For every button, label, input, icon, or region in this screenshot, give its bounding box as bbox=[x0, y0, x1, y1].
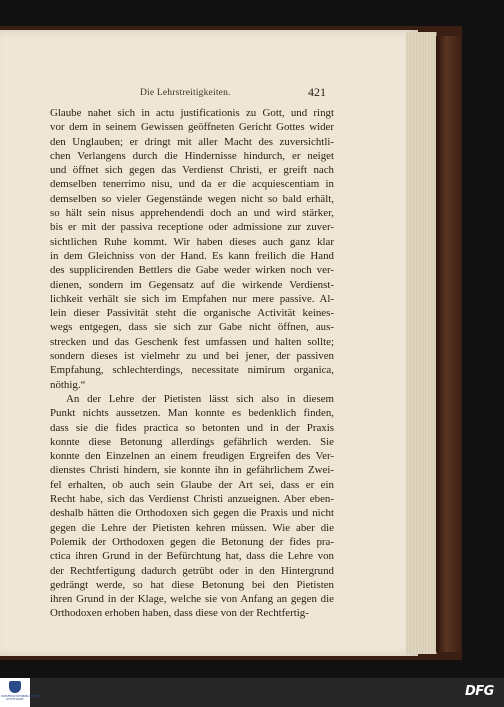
text-line: in dem Gleichniss von der Hand. Es kann freilich die Hand bbox=[50, 249, 334, 262]
text-line: sondern dieses ist vielmehr zu und bei jener, der passiven bbox=[50, 350, 334, 363]
viewer-footer-bar bbox=[0, 678, 504, 707]
text-line: dienen, sondern im Gegensatz auf die wirkende Verdienst- bbox=[50, 278, 334, 291]
text-line: wegs entgegen, dass sie sich zur Gabe nicht öffnen, aus- bbox=[50, 321, 334, 334]
text-line: nöthig.“ bbox=[50, 378, 86, 391]
text-line: strecken und das Geschenk fest umfassen und halten sollte; bbox=[50, 335, 334, 348]
page-edges bbox=[406, 32, 437, 654]
text-line: konnte den Einzelnen an einem freudigen Ergreifen des Ver- bbox=[50, 450, 334, 463]
text-line: Recht habe, sich das Verdienst Christi anzueignen. Aber eben- bbox=[50, 493, 334, 506]
text-line: den Unglauben; er dringt mit aller Macht des zuversichtli- bbox=[50, 135, 334, 148]
text-line: so hält sein nisus apprehendendi doch an und wird stärker, bbox=[50, 207, 334, 220]
text-line: fel erhalten, ob auch sein Glaube der Art sei, dass er ein bbox=[50, 478, 334, 491]
text-line: vor dem in seinem Gewissen geöffneten Gericht Gottes wider bbox=[50, 121, 334, 134]
body-text bbox=[50, 106, 334, 621]
library-logo-text: UNIVERSITÄTSBIBLIOTHEK STUTTGART bbox=[1, 694, 41, 702]
text-line: Polemik der Orthodoxen gegen die Betonung der fides pra- bbox=[50, 535, 334, 548]
text-line: Punkt nichts aussetzen. Man konnte es bedenklich finden, bbox=[50, 407, 334, 420]
text-line: lein dieser Passivität steht die organische Activität keines- bbox=[50, 307, 334, 320]
text-line: und öffnet sich gegen das Verdienst Christi, er greift nach bbox=[50, 164, 334, 177]
text-line: Glaube nahet sich in actu justificationis zu Gott, und ringt bbox=[50, 107, 334, 119]
text-line: An der Lehre der Pietisten lässt sich also in diesem bbox=[66, 392, 334, 405]
text-line: demselben so vieler Gegenstände wegen nicht so bald erhält, bbox=[50, 192, 334, 205]
text-line: gegen die Lehre der Pietisten kehren müssen. Wie aber die bbox=[50, 521, 334, 534]
text-line: gedrängt werde, so hat diese Betonung bei den Pietisten bbox=[50, 578, 334, 591]
library-emblem-icon bbox=[9, 681, 21, 693]
text-line: demselben tenerrimo nisu, und da er die acquiescentiam in bbox=[50, 178, 334, 191]
text-line: Orthodoxen erhoben haben, dass diese von der Rechtfertig- bbox=[50, 607, 309, 620]
text-line: bis er mit der passiva receptione oder admissione zur zuver- bbox=[50, 221, 334, 234]
text-line: dass sie die fides practica so betonten und in der Praxis bbox=[50, 421, 334, 434]
text-line: deshalb hätten die Orthodoxen sich gegen die Praxis und nicht bbox=[50, 507, 334, 520]
text-line: dienstes Christi hindern, sie konnte ihn in gefährlichem Zwei- bbox=[50, 464, 334, 477]
text-line: Empfahung, schlechterdings, necessitate nimirum organica, bbox=[50, 364, 334, 377]
page-number: 421 bbox=[308, 85, 326, 99]
text-line: ctica ihren Grund in der Befürchtung hat, dass die Lehre von bbox=[50, 550, 334, 563]
text-line: konnte diese Betonung allerdings gefährlich werden. Sie bbox=[50, 435, 334, 448]
running-head: Die Lehrstreitigkeiten. bbox=[140, 88, 231, 98]
text-line: chen Verlangens durch die Hindernisse hindurch, er neiget bbox=[50, 149, 334, 162]
text-line: des supplicirenden Bettlers die Gabe weder wirken noch ver- bbox=[50, 264, 334, 277]
text-line: sichtlichen Ruhe kommt. Wir haben dieses auch ganz klar bbox=[50, 235, 334, 248]
library-logo[interactable] bbox=[0, 678, 41, 707]
text-line: lichkeit verhält sie sich im Empfahen nur mere passive. Al- bbox=[50, 292, 334, 305]
text-line: der Rechtfertigung dadurch getrübt oder in den Hintergrund bbox=[50, 564, 334, 577]
dfg-logo[interactable]: DFG bbox=[465, 684, 494, 699]
book-cover-edge bbox=[436, 36, 462, 652]
text-line: ihren Grund in der Klage, welche sie von Anfang an gegen die bbox=[50, 593, 334, 606]
